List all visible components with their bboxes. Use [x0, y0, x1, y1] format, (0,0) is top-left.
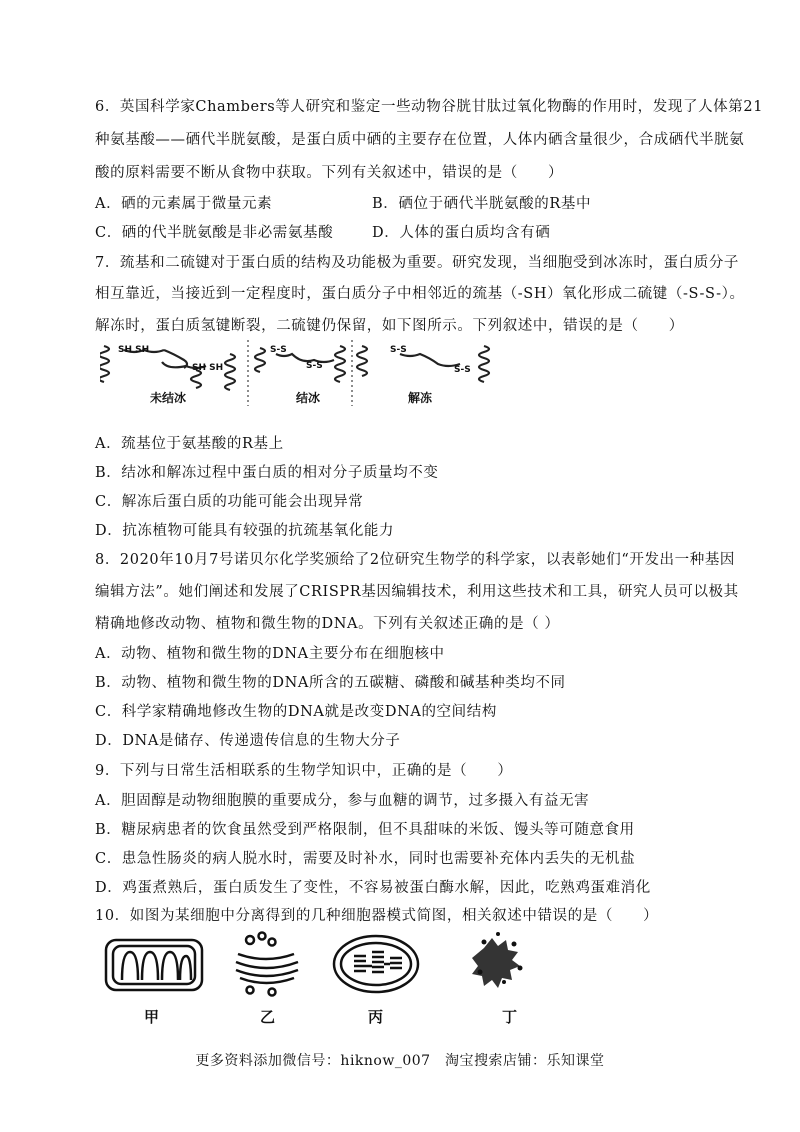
figure-label-bing: 丙 — [368, 1008, 384, 1026]
figure-label-unfrozen: 未结冰 — [150, 391, 187, 405]
figure-label-jia: 甲 — [144, 1008, 160, 1026]
disulfide-label: S-S — [454, 365, 471, 375]
q7-option-d: D．抗冻植物可能具有较强的抗巯基氧化能力 — [95, 523, 395, 539]
q7-option-c: C．解冻后蛋白质的功能可能会出现异常 — [95, 494, 364, 510]
disulfide-label: S-S — [390, 345, 407, 355]
q6-stem-line-1: 6．英国科学家Chambers等人研究和鉴定一些动物谷胱甘肽过氧化物酶的作用时，发现了人体第21 — [95, 99, 764, 115]
q7-stem-line-3: 解冻时，蛋白质氢键断裂，二硫键仍保留，如下图所示。下列叙述中，错误的是（ ） — [95, 318, 684, 334]
figure-label-thawed: 解冻 — [408, 391, 433, 405]
q7-option-a: A．巯基位于氨基酸的R基上 — [95, 436, 284, 452]
q9-stem: 9．下列与日常生活相联系的生物学知识中，正确的是（ ） — [95, 763, 513, 779]
q6-option-c: C．硒的代半胱氨酸是非必需氨基酸 — [95, 225, 334, 241]
disulfide-label: S-S — [306, 361, 323, 371]
protein-chain — [400, 354, 460, 366]
q6-option-d: D．人体的蛋白质均含有硒 — [372, 225, 551, 241]
q10-stem: 10．如图为某细胞中分离得到的几种细胞器模式简图，相关叙述中错误的是（ ） — [95, 908, 659, 924]
protein-chain — [225, 354, 235, 390]
protein-freezing-figure — [100, 340, 510, 408]
protein-chain — [100, 346, 109, 382]
thiol-label: SH SH — [192, 363, 224, 373]
protein-chain — [479, 346, 489, 382]
q6-option-b: B．硒位于硒代半胱氨酸的R基中 — [372, 196, 592, 212]
q9-option-d: D．鸡蛋煮熟后，蛋白质发生了变性，不容易被蛋白酶水解，因此，吃熟鸡蛋难消化 — [95, 880, 651, 896]
q6-stem-line-2: 种氨基酸——硒代半胱氨酸，是蛋白质中硒的主要存在位置，人体内硒含量很少，合成硒代半胱氨 — [95, 132, 745, 148]
q6-option-a: A．硒的元素属于微量元素 — [95, 196, 273, 212]
figure-label-ding: 丁 — [502, 1008, 518, 1026]
q8-stem-line-3: 精确地修改动物、植物和微生物的DNA。下列有关叙述正确的是（ ） — [95, 616, 560, 632]
q9-option-c: C．患急性肠炎的病人脱水时，需要及时补水，同时也需要补充体内丢失的无机盐 — [95, 851, 636, 867]
organelle-figure — [100, 928, 560, 1030]
page-footer: 更多资料添加微信号：hiknow_007 淘宝搜索店铺：乐知课堂 — [195, 1053, 605, 1069]
protein-chain — [255, 348, 265, 372]
q6-stem-line-3: 酸的原料需要不断从食物中获取。下列有关叙述中，错误的是（ ） — [95, 165, 564, 181]
protein-chain — [276, 354, 334, 362]
golgi-drawing — [236, 933, 298, 996]
q7-option-b: B．结冰和解冻过程中蛋白质的相对分子质量均不变 — [95, 465, 439, 481]
q8-option-a: A．动物、植物和微生物的DNA主要分布在细胞核中 — [95, 646, 445, 662]
q9-option-b: B．糖尿病患者的饮食虽然受到严格限制，但不具甜味的米饭、馒头等可随意食用 — [95, 822, 635, 838]
disulfide-label: S-S — [270, 345, 287, 355]
q7-stem-line-2: 相互靠近，当接近到一定程度时，蛋白质分子中相邻近的巯基（-SH）氧化形成二硫键（-S-S-）。 — [95, 286, 745, 302]
q8-option-d: D．DNA是储存、传递遗传信息的生物大分子 — [95, 733, 401, 749]
figure-label-yi: 乙 — [260, 1008, 276, 1026]
q8-stem-line-2: 编辑方法”。她们阐述和发展了CRISPR基因编辑技术，利用这些技术和工具，研究人员可以极其 — [95, 584, 739, 600]
q8-option-c: C．科学家精确地修改生物的DNA就是改变DNA的空间结构 — [95, 704, 497, 720]
chloroplast-drawing — [334, 936, 418, 992]
thiol-label: SH SH — [118, 345, 150, 355]
q8-stem-line-1: 8．2020年10月7号诺贝尔化学奖颁给了2位研究生物学的科学家，以表彰她们“开发出一种基因 — [95, 552, 736, 568]
figure-label-frozen: 结冰 — [296, 391, 321, 405]
protein-chain — [335, 346, 345, 382]
q8-option-b: B．动物、植物和微生物的DNA所含的五碳糖、磷酸和碱基种类均不同 — [95, 675, 566, 691]
mitochondrion-drawing — [106, 940, 202, 990]
ribosome-cluster-drawing — [472, 932, 523, 988]
q7-stem-line-1: 7．巯基和二硫键对于蛋白质的结构及功能极为重要。研究发现，当细胞受到冰冻时，蛋白质分子 — [95, 255, 740, 271]
protein-chain — [357, 346, 367, 376]
q9-option-a: A．胆固醇是动物细胞膜的重要成分，参与血糖的调节，过多摄入有益无害 — [95, 793, 590, 809]
